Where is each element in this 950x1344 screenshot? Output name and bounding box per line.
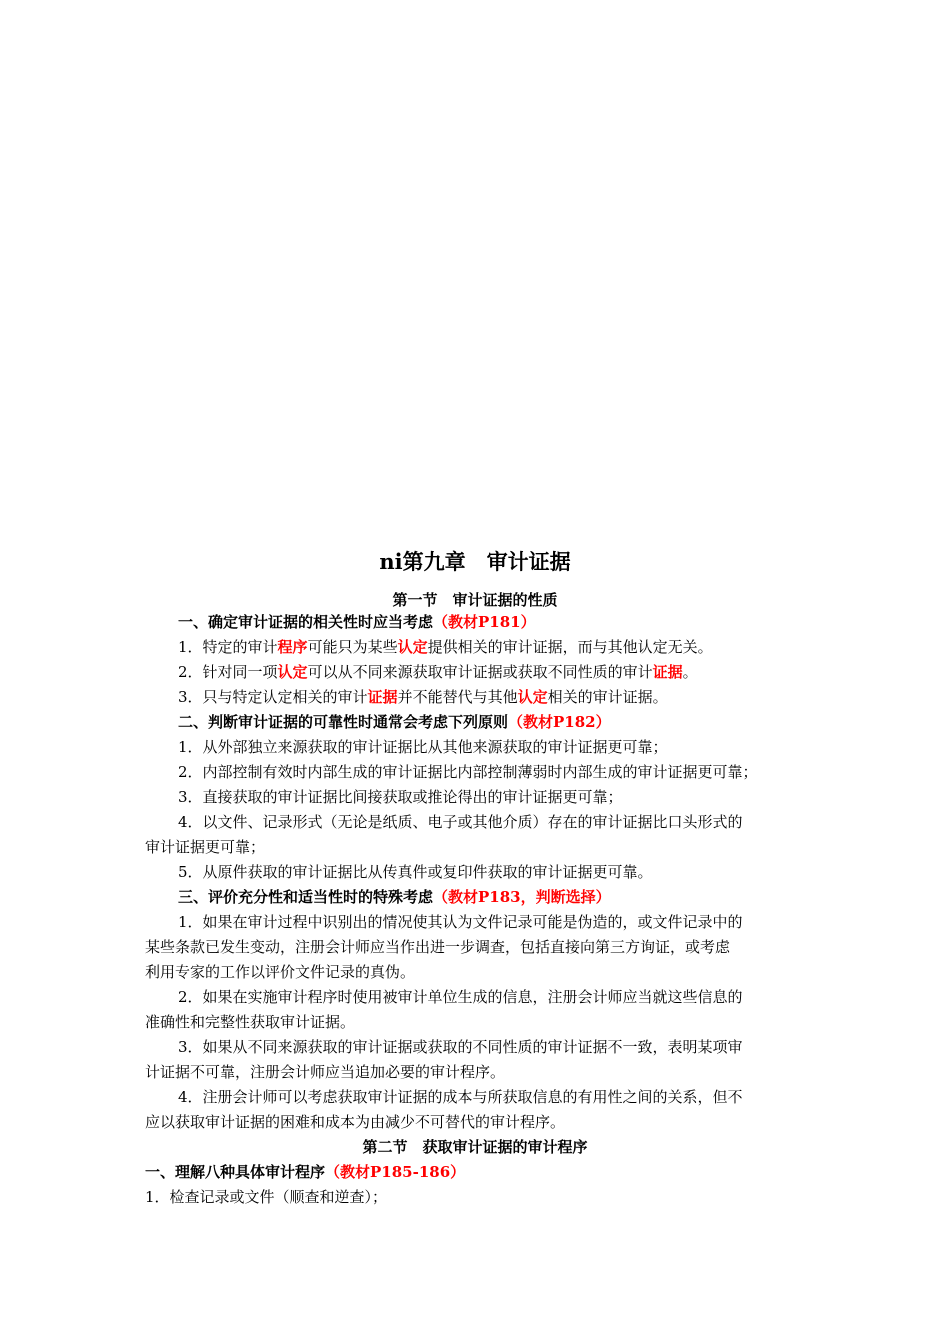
emphasis-run: 证据 <box>367 688 398 706</box>
emphasis-run: 认定 <box>517 688 548 706</box>
textbook-reference: （教材P185-186） <box>325 1163 466 1181</box>
paragraph-special-4-cont: 应以获取审计证据的困难和成本为由减少不可替代的审计程序。 <box>145 1113 566 1131</box>
heading-special-considerations <box>178 886 818 908</box>
emphasis-run: 程序 <box>277 638 308 656</box>
paragraph-relevance-3 <box>178 686 818 708</box>
heading-text: 一、理解八种具体审计程序 <box>145 1163 326 1181</box>
emphasis-run: 认定 <box>277 663 308 681</box>
heading-reliability <box>178 711 818 733</box>
paragraph-reliability-4-cont: 审计证据更可靠； <box>145 838 266 856</box>
paragraph-special-1-cont: 某些条款已发生变动，注册会计师应当作出进一步调查，包括直接向第三方询证，或考虑 <box>145 938 731 956</box>
paragraph-relevance-2 <box>178 661 818 683</box>
heading-relevance <box>178 611 818 633</box>
paragraph-special-2-cont: 准确性和完整性获取审计证据。 <box>145 1013 356 1031</box>
paragraph-special-3-cont: 计证据不可靠，注册会计师应当追加必要的审计程序。 <box>145 1063 506 1081</box>
heading-text: 三、评价充分性和适当性时的特殊考虑 <box>178 888 434 906</box>
text-run: 。 <box>682 663 698 681</box>
emphasis-run: 证据 <box>652 663 683 681</box>
text-run: 可以从不同来源获取审计证据或获取不同性质的审计 <box>307 663 653 681</box>
paragraph-reliability-3: 3．直接获取的审计证据比间接获取或推论得出的审计证据更可靠； <box>178 788 623 806</box>
text-run: 提供相关的审计证据，而与其他认定无关。 <box>427 638 713 656</box>
section-1-title: 第一节 审计证据的性质 <box>392 591 558 609</box>
text-run: 可能只为某些 <box>307 638 398 656</box>
emphasis-run: 认定 <box>397 638 428 656</box>
text-run: 并不能替代与其他 <box>397 688 518 706</box>
paragraph-relevance-1 <box>178 636 818 658</box>
paragraph-reliability-1: 1．从外部独立来源获取的审计证据比从其他来源获取的审计证据更可靠； <box>178 738 668 756</box>
paragraph-special-1: 1．如果在审计过程中识别出的情况使其认为文件记录可能是伪造的，或文件记录中的 <box>178 913 743 931</box>
paragraph-reliability-5: 5．从原件获取的审计证据比从传真件或复印件获取的审计证据更可靠。 <box>178 863 653 881</box>
text-run: 相关的审计证据。 <box>547 688 668 706</box>
paragraph-special-3: 3．如果从不同来源获取的审计证据或获取的不同性质的审计证据不一致，表明某项审 <box>178 1038 743 1056</box>
text-run: 3．只与特定认定相关的审计 <box>178 688 368 706</box>
paragraph-special-1-cont: 利用专家的工作以评价文件记录的真伪。 <box>145 963 416 981</box>
text-run: 2．针对同一项 <box>178 663 278 681</box>
heading-eight-procedures <box>145 1161 810 1183</box>
chapter-title: ni第九章 审计证据 <box>379 549 571 574</box>
section-2-title: 第二节 获取审计证据的审计程序 <box>362 1138 588 1156</box>
paragraph-reliability-2: 2．内部控制有效时内部生成的审计证据比内部控制薄弱时内部生成的审计证据更可靠； <box>178 763 758 781</box>
paragraph-reliability-4: 4．以文件、记录形式（无论是纸质、电子或其他介质）存在的审计证据比口头形式的 <box>178 813 743 831</box>
textbook-reference: （教材P181） <box>433 613 536 631</box>
text-run: 1．特定的审计 <box>178 638 278 656</box>
paragraph-special-2: 2．如果在实施审计程序时使用被审计单位生成的信息，注册会计师应当就这些信息的 <box>178 988 743 1006</box>
heading-text: 一、确定审计证据的相关性时应当考虑 <box>178 613 434 631</box>
heading-text: 二、判断审计证据的可靠性时通常会考虑下列原则 <box>178 713 509 731</box>
textbook-reference: （教材P182） <box>508 713 611 731</box>
paragraph-special-4: 4．注册会计师可以考虑获取审计证据的成本与所获取信息的有用性之间的关系，但不 <box>178 1088 743 1106</box>
paragraph-procedure-1: 1．检查记录或文件（顺查和逆查）； <box>145 1188 388 1206</box>
textbook-reference: （教材P183，判断选择） <box>433 888 611 906</box>
